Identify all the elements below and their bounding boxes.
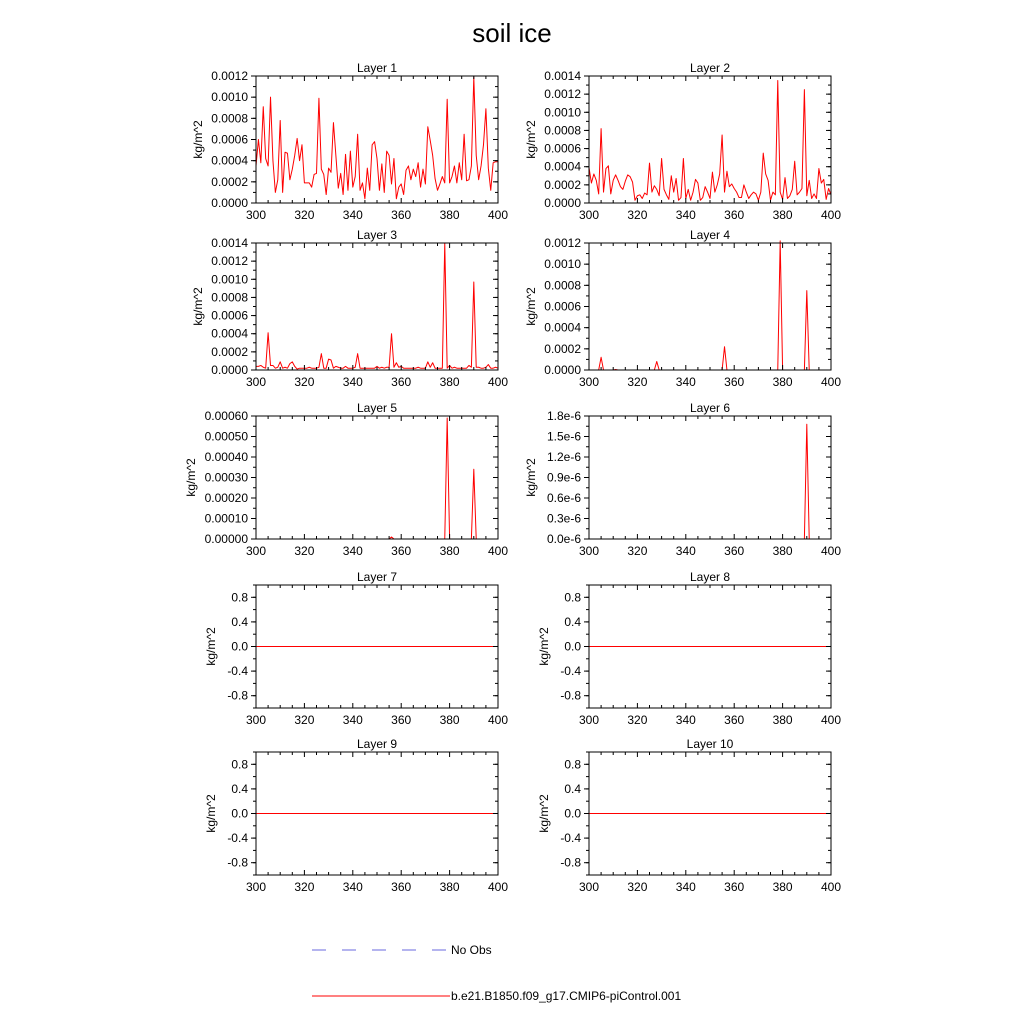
y-tick-label: 0.0e-6: [546, 532, 581, 546]
x-tick-label: 360: [724, 880, 745, 894]
y-tick-label: 0.0012: [544, 87, 581, 102]
x-tick-label: 300: [578, 375, 600, 389]
x-tick-label: 400: [487, 544, 509, 558]
panel-layer-5: [184, 401, 508, 558]
y-tick-label: 0.0: [231, 806, 248, 821]
y-tick-label: 1.8e-6: [546, 409, 581, 423]
x-tick-label: 320: [627, 375, 648, 389]
y-tick-label: 0.00000: [204, 532, 248, 546]
y-tick-label: 0.00030: [204, 470, 248, 485]
x-tick-label: 380: [772, 544, 793, 558]
y-tick-label: -0.8: [227, 855, 248, 870]
y-tick-label: 1.5e-6: [546, 429, 581, 444]
panel-title: Layer 6: [689, 401, 731, 415]
y-tick-label: 0.4: [231, 614, 248, 629]
x-tick-label: 380: [772, 375, 793, 389]
y-tick-label: 0.0002: [544, 341, 581, 356]
x-tick-label: 320: [294, 208, 315, 222]
y-tick-label: 0.0004: [544, 159, 581, 174]
y-tick-label: 0.00060: [204, 409, 248, 423]
y-axis-label: kg/m^2: [523, 287, 538, 326]
x-tick-label: 400: [820, 880, 842, 894]
x-tick-label: 400: [820, 375, 842, 389]
x-tick-label: 320: [294, 880, 315, 894]
y-tick-label: 0.8: [564, 590, 581, 605]
x-tick-label: 340: [342, 880, 363, 894]
y-tick-label: 0.6e-6: [546, 491, 581, 505]
legend-label-model: b.e21.B1850.f09_g17.CMIP6-piControl.001: [451, 989, 682, 1003]
x-tick-label: 320: [627, 208, 648, 222]
y-tick-label: 0.0008: [544, 123, 581, 138]
x-tick-label: 300: [578, 880, 600, 894]
panel-layer-9: [204, 737, 508, 894]
x-tick-label: 360: [391, 208, 412, 222]
y-tick-label: 0.0000: [544, 363, 581, 377]
x-tick-label: 300: [245, 375, 267, 389]
x-tick-label: 360: [391, 375, 412, 389]
x-tick-label: 380: [439, 544, 460, 558]
y-tick-label: 0.0010: [211, 90, 248, 105]
panel-title: Layer 7: [356, 570, 398, 584]
x-tick-label: 380: [772, 713, 793, 727]
y-tick-label: 0.0006: [211, 132, 248, 147]
y-tick-label: 0.0002: [211, 174, 248, 189]
y-tick-label: 0.0004: [544, 320, 581, 335]
panel-layer-2: [524, 61, 842, 222]
y-tick-label: 0.0000: [211, 196, 248, 210]
y-tick-label: 0.0006: [544, 141, 581, 156]
panel-title: Layer 1: [356, 61, 398, 75]
y-tick-label: 0.0: [564, 806, 581, 821]
panel-layer-1: [191, 61, 509, 222]
series-line: [256, 418, 498, 539]
legend-label-obs: No Obs: [451, 943, 492, 957]
y-axis-label: kg/m^2: [523, 458, 538, 497]
x-tick-label: 380: [439, 208, 460, 222]
x-tick-label: 400: [487, 375, 509, 389]
y-tick-label: 0.3e-6: [546, 511, 581, 526]
y-tick-label: 0.8: [231, 590, 248, 605]
y-tick-label: 0.8: [564, 757, 581, 772]
x-tick-label: 300: [578, 544, 600, 558]
y-tick-label: 0.0006: [544, 299, 581, 314]
panel-title: Layer 4: [689, 228, 731, 242]
x-tick-label: 400: [820, 544, 842, 558]
y-axis-label: kg/m^2: [204, 627, 219, 666]
y-tick-label: 0.0004: [211, 153, 248, 168]
x-tick-label: 320: [627, 713, 648, 727]
y-tick-label: 0.0012: [211, 69, 248, 83]
y-tick-label: -0.8: [560, 855, 581, 870]
series-line: [256, 77, 498, 199]
panel-title: Layer 8: [689, 570, 731, 584]
y-tick-label: 0.0: [564, 639, 581, 654]
x-tick-label: 320: [294, 544, 315, 558]
panel-layer-4: [524, 228, 842, 389]
x-tick-label: 340: [342, 375, 363, 389]
y-tick-label: 0.00010: [204, 511, 248, 526]
panel-title: Layer 2: [689, 61, 731, 75]
x-tick-label: 320: [627, 544, 648, 558]
y-tick-label: 0.0010: [544, 257, 581, 272]
plot-frame: [589, 416, 831, 539]
y-tick-label: 0.00040: [204, 450, 248, 464]
x-tick-label: 300: [245, 544, 267, 558]
y-tick-label: 0.0008: [544, 278, 581, 293]
y-tick-label: -0.8: [227, 688, 248, 703]
x-tick-label: 360: [724, 713, 745, 727]
figure-title: soil ice: [472, 18, 552, 48]
y-tick-label: 0.0: [231, 639, 248, 654]
series-line: [589, 424, 831, 539]
panel-title: Layer 10: [686, 737, 734, 751]
y-tick-label: 0.0000: [211, 363, 248, 377]
series-line: [256, 243, 498, 369]
x-tick-label: 340: [675, 208, 696, 222]
x-tick-label: 340: [675, 713, 696, 727]
y-tick-label: 0.0008: [211, 111, 248, 126]
x-tick-label: 340: [675, 544, 696, 558]
y-tick-label: 0.0010: [211, 272, 248, 287]
plot-frame: [256, 76, 498, 203]
y-tick-label: 0.0014: [544, 69, 581, 83]
x-tick-label: 400: [487, 880, 509, 894]
y-tick-label: 0.4: [231, 781, 248, 796]
x-tick-label: 380: [772, 880, 793, 894]
x-tick-label: 360: [724, 375, 745, 389]
plot-frame: [256, 243, 498, 370]
y-axis-label: kg/m^2: [537, 627, 552, 666]
y-axis-label: kg/m^2: [537, 794, 552, 833]
y-tick-label: 0.0012: [544, 236, 581, 250]
panel-layer-6: [524, 401, 842, 558]
x-tick-label: 300: [245, 713, 267, 727]
panel-title: Layer 5: [356, 401, 398, 415]
y-axis-label: kg/m^2: [523, 120, 538, 159]
x-tick-label: 360: [724, 208, 745, 222]
panel-title: Layer 3: [356, 228, 398, 242]
x-tick-label: 340: [342, 713, 363, 727]
x-tick-label: 340: [675, 880, 696, 894]
y-tick-label: 0.4: [564, 614, 581, 629]
legend: [312, 943, 681, 1003]
x-tick-label: 320: [294, 713, 315, 727]
y-tick-label: 0.0014: [211, 236, 248, 250]
x-tick-label: 300: [245, 880, 267, 894]
x-tick-label: 400: [820, 713, 842, 727]
y-tick-label: -0.4: [560, 664, 581, 679]
x-tick-label: 360: [724, 544, 745, 558]
x-tick-label: 400: [820, 208, 842, 222]
y-tick-label: -0.4: [227, 664, 248, 679]
x-tick-label: 380: [439, 713, 460, 727]
y-tick-label: 0.8: [231, 757, 248, 772]
panel-layer-7: [204, 570, 508, 727]
y-tick-label: 0.0008: [211, 290, 248, 305]
x-tick-label: 380: [439, 375, 460, 389]
y-tick-label: 0.00050: [204, 429, 248, 444]
y-tick-label: 0.0004: [211, 326, 248, 341]
y-tick-label: -0.4: [560, 831, 581, 846]
plot-frame: [589, 76, 831, 203]
y-tick-label: 0.0002: [211, 344, 248, 359]
panel-layer-3: [191, 228, 509, 389]
panel-title: Layer 9: [356, 737, 398, 751]
x-tick-label: 340: [675, 375, 696, 389]
x-tick-label: 340: [342, 544, 363, 558]
panel-layer-10: [537, 737, 841, 894]
plot-frame: [256, 416, 498, 539]
y-tick-label: 0.9e-6: [546, 470, 581, 485]
y-tick-label: 0.4: [564, 781, 581, 796]
panels: [184, 61, 841, 894]
x-tick-label: 400: [487, 713, 509, 727]
x-tick-label: 300: [578, 208, 600, 222]
y-tick-label: 0.0012: [211, 254, 248, 269]
y-axis-label: kg/m^2: [204, 794, 219, 833]
x-tick-label: 300: [245, 208, 267, 222]
x-tick-label: 380: [439, 880, 460, 894]
x-tick-label: 380: [772, 208, 793, 222]
series-line: [589, 81, 831, 201]
plot-frame: [589, 243, 831, 370]
y-tick-label: 0.0002: [544, 177, 581, 192]
x-tick-label: 360: [391, 880, 412, 894]
y-tick-label: 0.0000: [544, 196, 581, 210]
y-tick-label: 0.0010: [544, 105, 581, 120]
y-axis-label: kg/m^2: [190, 287, 205, 326]
y-tick-label: 1.2e-6: [546, 450, 581, 464]
x-tick-label: 340: [342, 208, 363, 222]
x-tick-label: 320: [294, 375, 315, 389]
x-tick-label: 360: [391, 713, 412, 727]
y-tick-label: -0.8: [560, 688, 581, 703]
panel-layer-8: [537, 570, 841, 727]
y-tick-label: -0.4: [227, 831, 248, 846]
y-axis-label: kg/m^2: [190, 120, 205, 159]
x-tick-label: 300: [578, 713, 600, 727]
y-axis-label: kg/m^2: [184, 458, 199, 497]
y-tick-label: 0.0006: [211, 308, 248, 323]
x-tick-label: 360: [391, 544, 412, 558]
x-tick-label: 400: [487, 208, 509, 222]
y-tick-label: 0.00020: [204, 491, 248, 505]
x-tick-label: 320: [627, 880, 648, 894]
series-line: [589, 241, 831, 370]
